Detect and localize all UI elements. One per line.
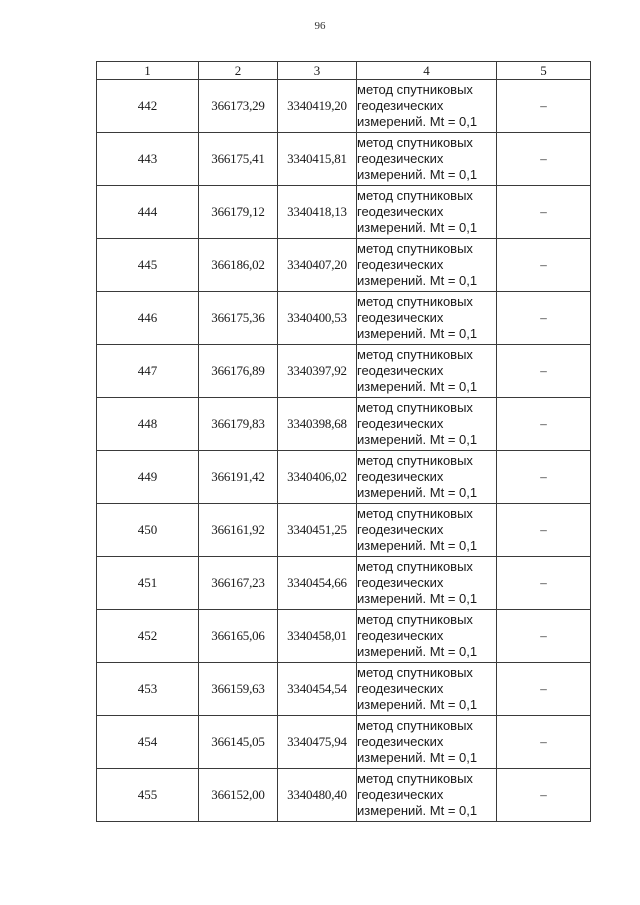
method-cell — [357, 663, 497, 716]
table-row — [97, 451, 591, 504]
y-coordinate-cell: 3340397,92 — [278, 345, 357, 398]
method-line: измерений. Mt = 0,1 — [357, 538, 478, 553]
method-cell — [357, 557, 497, 610]
page-number: 96 — [314, 20, 326, 32]
method-line: геодезических — [357, 257, 444, 272]
table-row — [97, 504, 591, 557]
x-coordinate-cell: 366191,42 — [199, 451, 278, 504]
point-number-cell: 450 — [97, 504, 199, 557]
x-coordinate-cell: 366175,41 — [199, 133, 278, 186]
note-cell: – — [497, 769, 591, 822]
method-line: измерений. Mt = 0,1 — [357, 432, 478, 447]
y-coordinate-cell: 3340454,66 — [278, 557, 357, 610]
method-cell — [357, 292, 497, 345]
method-line: геодезических — [357, 787, 444, 802]
y-coordinate-cell: 3340400,53 — [278, 292, 357, 345]
method-line: геодезических — [357, 575, 444, 590]
method-line: измерений. Mt = 0,1 — [357, 750, 478, 765]
table-row — [97, 345, 591, 398]
note-cell: – — [497, 398, 591, 451]
table-row — [97, 716, 591, 769]
method-line: метод спутниковых — [357, 665, 473, 680]
y-coordinate-cell: 3340480,40 — [278, 769, 357, 822]
method-line: метод спутниковых — [357, 294, 473, 309]
column-header: 1 — [97, 62, 199, 80]
method-line: метод спутниковых — [357, 718, 473, 733]
column-header: 3 — [278, 62, 357, 80]
method-line: метод спутниковых — [357, 506, 473, 521]
method-line: измерений. Mt = 0,1 — [357, 273, 478, 288]
x-coordinate-cell: 366176,89 — [199, 345, 278, 398]
method-line: метод спутниковых — [357, 400, 473, 415]
method-line: метод спутниковых — [357, 453, 473, 468]
method-line: метод спутниковых — [357, 241, 473, 256]
method-line: геодезических — [357, 98, 444, 113]
y-coordinate-cell: 3340406,02 — [278, 451, 357, 504]
note-cell: – — [497, 504, 591, 557]
point-number-cell: 455 — [97, 769, 199, 822]
point-number-cell: 448 — [97, 398, 199, 451]
method-cell — [357, 345, 497, 398]
point-number-cell: 449 — [97, 451, 199, 504]
column-header: 2 — [199, 62, 278, 80]
y-coordinate-cell: 3340418,13 — [278, 186, 357, 239]
x-coordinate-cell: 366161,92 — [199, 504, 278, 557]
note-cell: – — [497, 451, 591, 504]
coordinates-table — [96, 61, 591, 822]
method-cell — [357, 398, 497, 451]
column-header: 5 — [497, 62, 591, 80]
x-coordinate-cell: 366175,36 — [199, 292, 278, 345]
table-row — [97, 292, 591, 345]
x-coordinate-cell: 366167,23 — [199, 557, 278, 610]
method-line: геодезических — [357, 416, 444, 431]
note-cell: – — [497, 239, 591, 292]
x-coordinate-cell: 366179,12 — [199, 186, 278, 239]
x-coordinate-cell: 366145,05 — [199, 716, 278, 769]
note-cell: – — [497, 292, 591, 345]
method-line: геодезических — [357, 734, 444, 749]
table-row — [97, 133, 591, 186]
method-line: геодезических — [357, 628, 444, 643]
y-coordinate-cell: 3340458,01 — [278, 610, 357, 663]
table-row — [97, 239, 591, 292]
x-coordinate-cell: 366165,06 — [199, 610, 278, 663]
method-line: метод спутниковых — [357, 559, 473, 574]
method-cell — [357, 504, 497, 557]
method-line: геодезических — [357, 681, 444, 696]
method-line: метод спутниковых — [357, 188, 473, 203]
table-row — [97, 186, 591, 239]
method-line: геодезических — [357, 310, 444, 325]
y-coordinate-cell: 3340454,54 — [278, 663, 357, 716]
column-header: 4 — [357, 62, 497, 80]
point-number-cell: 442 — [97, 80, 199, 133]
table-row — [97, 610, 591, 663]
note-cell: – — [497, 663, 591, 716]
table-row — [97, 769, 591, 822]
x-coordinate-cell: 366186,02 — [199, 239, 278, 292]
method-line: измерений. Mt = 0,1 — [357, 167, 478, 182]
method-line: измерений. Mt = 0,1 — [357, 591, 478, 606]
method-line: измерений. Mt = 0,1 — [357, 644, 478, 659]
method-line: измерений. Mt = 0,1 — [357, 485, 478, 500]
note-cell: – — [497, 133, 591, 186]
method-line: измерений. Mt = 0,1 — [357, 697, 478, 712]
method-line: геодезических — [357, 469, 444, 484]
table-row — [97, 663, 591, 716]
point-number-cell: 446 — [97, 292, 199, 345]
method-cell — [357, 186, 497, 239]
method-cell — [357, 80, 497, 133]
method-line: измерений. Mt = 0,1 — [357, 114, 478, 129]
method-cell — [357, 610, 497, 663]
y-coordinate-cell: 3340407,20 — [278, 239, 357, 292]
x-coordinate-cell: 366152,00 — [199, 769, 278, 822]
method-cell — [357, 716, 497, 769]
method-line: метод спутниковых — [357, 135, 473, 150]
method-line: геодезических — [357, 151, 444, 166]
note-cell: – — [497, 186, 591, 239]
point-number-cell: 452 — [97, 610, 199, 663]
y-coordinate-cell: 3340475,94 — [278, 716, 357, 769]
method-line: измерений. Mt = 0,1 — [357, 326, 478, 341]
table-row — [97, 398, 591, 451]
method-line: метод спутниковых — [357, 347, 473, 362]
y-coordinate-cell: 3340419,20 — [278, 80, 357, 133]
x-coordinate-cell: 366159,63 — [199, 663, 278, 716]
note-cell: – — [497, 716, 591, 769]
x-coordinate-cell: 366179,83 — [199, 398, 278, 451]
table-row — [97, 557, 591, 610]
method-line: метод спутниковых — [357, 771, 473, 786]
table-body — [97, 80, 591, 822]
point-number-cell: 453 — [97, 663, 199, 716]
point-number-cell: 445 — [97, 239, 199, 292]
note-cell: – — [497, 610, 591, 663]
method-line: измерений. Mt = 0,1 — [357, 379, 478, 394]
point-number-cell: 447 — [97, 345, 199, 398]
method-line: измерений. Mt = 0,1 — [357, 220, 478, 235]
method-cell — [357, 769, 497, 822]
point-number-cell: 454 — [97, 716, 199, 769]
method-line: метод спутниковых — [357, 82, 473, 97]
method-line: геодезических — [357, 363, 444, 378]
y-coordinate-cell: 3340451,25 — [278, 504, 357, 557]
method-line: геодезических — [357, 204, 444, 219]
x-coordinate-cell: 366173,29 — [199, 80, 278, 133]
method-cell — [357, 451, 497, 504]
method-line: геодезических — [357, 522, 444, 537]
note-cell: – — [497, 345, 591, 398]
point-number-cell: 451 — [97, 557, 199, 610]
point-number-cell: 443 — [97, 133, 199, 186]
y-coordinate-cell: 3340398,68 — [278, 398, 357, 451]
method-cell — [357, 133, 497, 186]
point-number-cell: 444 — [97, 186, 199, 239]
method-line: измерений. Mt = 0,1 — [357, 803, 478, 818]
note-cell: – — [497, 557, 591, 610]
table-row — [97, 80, 591, 133]
note-cell: – — [497, 80, 591, 133]
y-coordinate-cell: 3340415,81 — [278, 133, 357, 186]
method-cell — [357, 239, 497, 292]
table-header-row — [97, 62, 591, 80]
method-line: метод спутниковых — [357, 612, 473, 627]
